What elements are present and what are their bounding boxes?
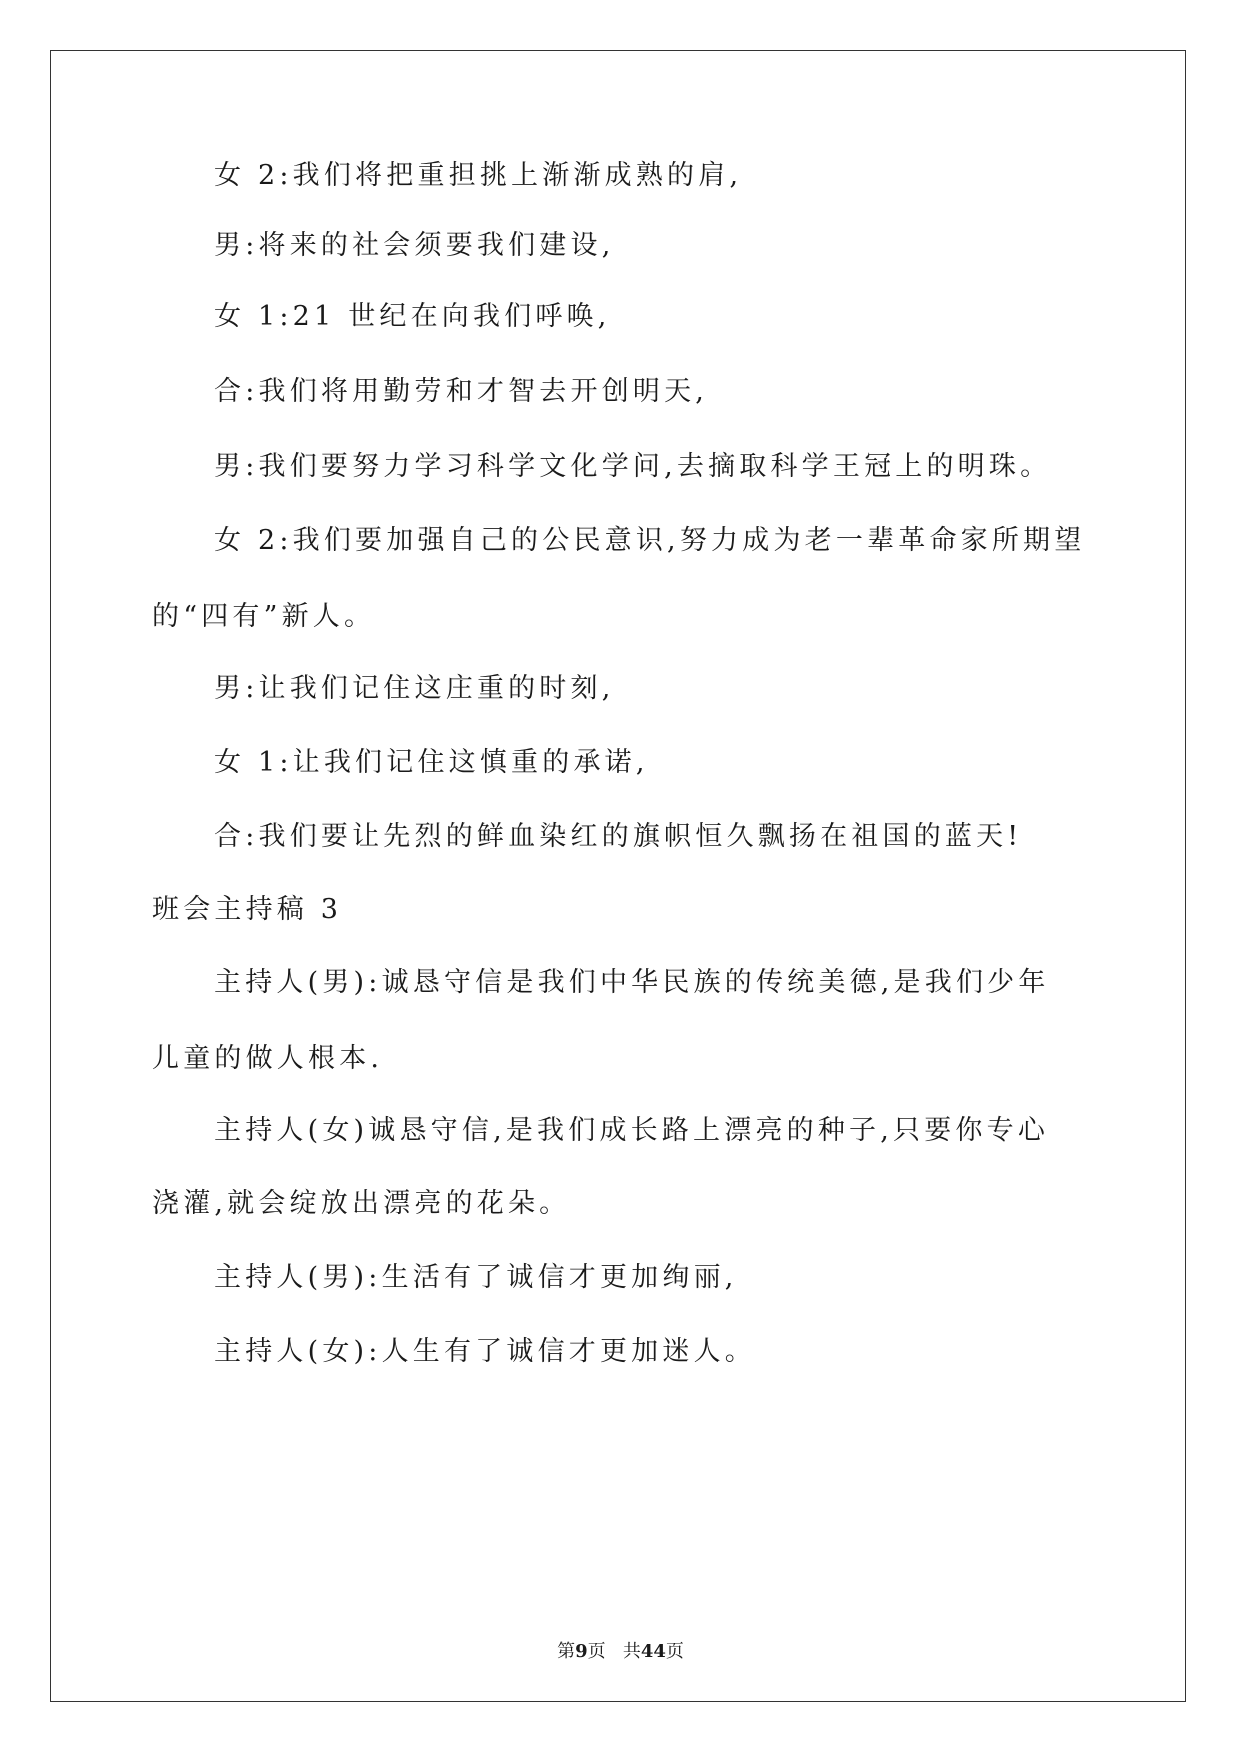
paragraph-line: 的“四有”新人。 (152, 601, 376, 632)
page-number: 9 (575, 1641, 588, 1662)
paragraph-line: 浇灌,就会绽放出漂亮的花朵。 (152, 1188, 571, 1219)
paragraph-line: 主持人(男):诚恳守信是我们中华民族的传统美德,是我们少年 (214, 967, 1050, 998)
paragraph-line: 主持人(男):生活有了诚信才更加绚丽, (214, 1262, 738, 1293)
paragraph-line: 合:我们要让先烈的鲜血染红的旗帜恒久飘扬在祖国的蓝天! (214, 821, 1023, 852)
paragraph-line: 女 1:21 世纪在向我们呼唤, (214, 301, 611, 332)
footer-total-prefix: 共 (622, 1641, 641, 1662)
paragraph-line: 男:将来的社会须要我们建设, (214, 230, 615, 261)
page-footer (0, 1637, 1241, 1663)
footer-total-suffix: 页 (665, 1641, 684, 1662)
paragraph-line: 主持人(女)诚恳守信,是我们成长路上漂亮的种子,只要你专心 (214, 1115, 1050, 1146)
paragraph-line: 女 2:我们要加强自己的公民意识,努力成为老一辈革命家所期望 (214, 525, 1086, 556)
paragraph-line: 女 1:让我们记住这慎重的承诺, (214, 747, 649, 778)
paragraph-line: 主持人(女):人生有了诚信才更加迷人。 (214, 1336, 756, 1367)
total-pages: 44 (640, 1641, 666, 1662)
paragraph-line: 女 2:我们将把重担挑上渐渐成熟的肩, (214, 160, 743, 191)
paragraph-line: 男:让我们记住这庄重的时刻, (214, 673, 615, 704)
paragraph-line: 男:我们要努力学习科学文化学问,去摘取科学王冠上的明珠。 (214, 451, 1052, 482)
paragraph-line: 儿童的做人根本. (152, 1043, 384, 1074)
section-heading: 班会主持稿 3 (152, 894, 343, 925)
footer-page-suffix: 页 (587, 1641, 606, 1662)
footer-prefix: 第 (557, 1641, 576, 1662)
paragraph-line: 合:我们将用勤劳和才智去开创明天, (214, 376, 709, 407)
page-border (50, 50, 1186, 1702)
